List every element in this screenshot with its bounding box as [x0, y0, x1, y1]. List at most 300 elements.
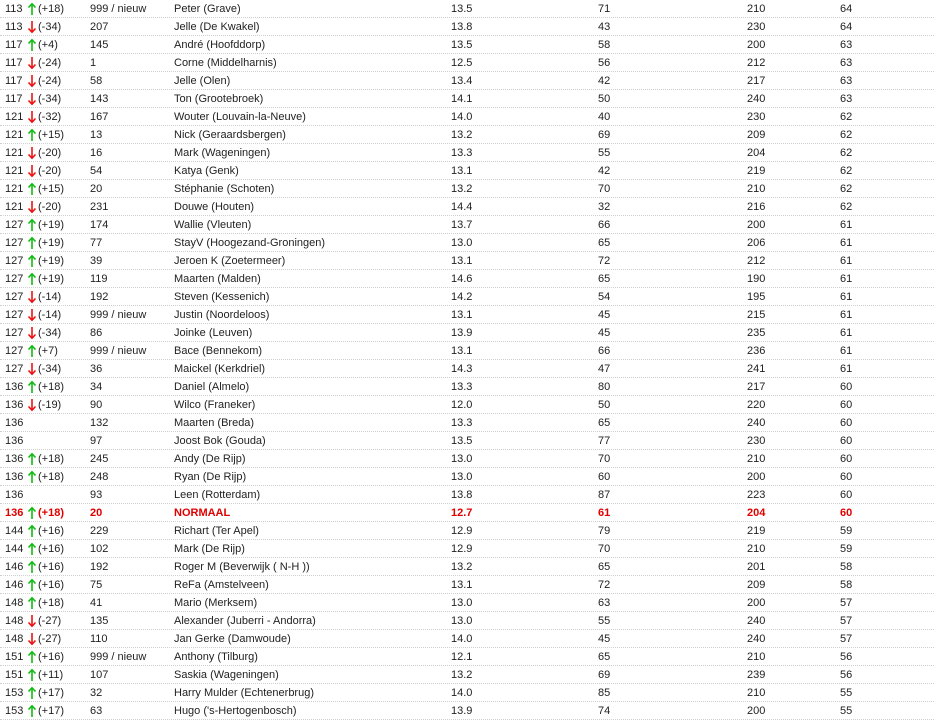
previous-rank-cell: 999 / nieuw: [90, 345, 147, 357]
value-3-cell: 206: [747, 237, 766, 249]
value-3-cell: 200: [747, 39, 766, 51]
table-row: [0, 90, 934, 108]
value-1-cell: 14.2: [451, 291, 473, 303]
rank-cell: 121: [5, 111, 24, 123]
rank-change-cell: (+4): [38, 39, 58, 51]
rank-cell: 117: [5, 39, 23, 51]
rank-change-cell: (+15): [38, 129, 64, 141]
rank-cell: 153: [5, 705, 24, 717]
rank-cell: 121: [5, 147, 24, 159]
table-row: [0, 198, 934, 216]
value-1-cell: 13.2: [451, 183, 473, 195]
player-name-cell: Jelle (Olen): [174, 75, 231, 87]
value-2-cell: 65: [598, 651, 611, 663]
player-name-cell: Mark (De Rijp): [174, 543, 245, 555]
score-cell: 57: [840, 633, 853, 645]
rank-change-cell: (-34): [38, 93, 62, 105]
value-3-cell: 210: [747, 183, 766, 195]
rank-change-cell: (-14): [38, 309, 62, 321]
rank-change-cell: (-27): [38, 615, 62, 627]
score-cell: 59: [840, 543, 853, 555]
table-row: [0, 0, 934, 18]
rank-cell: 146: [5, 579, 24, 591]
value-1-cell: 13.1: [451, 165, 473, 177]
value-3-cell: 241: [747, 363, 766, 375]
previous-rank-cell: 167: [90, 111, 109, 123]
table-row: [0, 180, 934, 198]
score-cell: 62: [840, 129, 853, 141]
rank-change-cell: (+19): [38, 219, 64, 231]
table-row: [0, 396, 934, 414]
player-name-cell: Harry Mulder (Echtenerbrug): [174, 687, 314, 699]
score-cell: 64: [840, 21, 853, 33]
rank-change-cell: (+16): [38, 651, 64, 663]
table-row: [0, 234, 934, 252]
previous-rank-cell: 36: [90, 363, 103, 375]
score-cell: 61: [840, 237, 853, 249]
rank-cell: 127: [5, 345, 24, 357]
player-name-cell: Mario (Merksem): [174, 597, 258, 609]
value-3-cell: 240: [747, 417, 766, 429]
previous-rank-cell: 58: [90, 75, 103, 87]
player-name-cell: Katya (Genk): [174, 165, 239, 177]
rank-change-cell: (-19): [38, 399, 62, 411]
player-name-cell: Jan Gerke (Damwoude): [174, 633, 291, 645]
value-1-cell: 12.0: [451, 399, 473, 411]
rank-change-cell: (+19): [38, 273, 64, 285]
value-3-cell: 219: [747, 165, 766, 177]
table-row: [0, 594, 934, 612]
value-1-cell: 14.0: [451, 633, 473, 645]
table-row: [0, 558, 934, 576]
previous-rank-cell: 39: [90, 255, 103, 267]
score-cell: 59: [840, 525, 853, 537]
rank-cell: 117: [5, 57, 23, 69]
value-1-cell: 13.5: [451, 3, 473, 15]
rank-change-cell: (+16): [38, 579, 64, 591]
rank-cell: 127: [5, 327, 24, 339]
rank-cell: 136: [5, 453, 24, 465]
rank-change-cell: (+18): [38, 453, 64, 465]
value-2-cell: 70: [598, 543, 611, 555]
score-cell: 60: [840, 381, 853, 393]
value-1-cell: 13.2: [451, 561, 473, 573]
value-2-cell: 58: [598, 39, 611, 51]
value-3-cell: 239: [747, 669, 766, 681]
rank-cell: 148: [5, 597, 24, 609]
player-name-cell: StayV (Hoogezand-Groningen): [174, 237, 326, 249]
rank-change-cell: (+17): [38, 687, 64, 699]
score-cell: 63: [840, 39, 853, 51]
table-row: [0, 612, 934, 630]
previous-rank-cell: 999 / nieuw: [90, 3, 147, 15]
table-row: [0, 684, 934, 702]
table-row: [0, 576, 934, 594]
player-name-cell: Saskia (Wageningen): [174, 669, 279, 681]
value-2-cell: 66: [598, 219, 611, 231]
previous-rank-cell: 229: [90, 525, 109, 537]
table-row: [0, 414, 934, 432]
score-cell: 61: [840, 345, 853, 357]
rank-change-cell: (-20): [38, 147, 62, 159]
value-1-cell: 13.0: [451, 615, 473, 627]
player-name-cell: Ryan (De Rijp): [174, 471, 247, 483]
previous-rank-cell: 20: [90, 183, 103, 195]
value-2-cell: 60: [598, 471, 611, 483]
rank-change-cell: (-34): [38, 363, 62, 375]
rank-cell: 153: [5, 687, 24, 699]
previous-rank-cell: 999 / nieuw: [90, 651, 147, 663]
value-1-cell: 13.9: [451, 327, 473, 339]
value-3-cell: 215: [747, 309, 766, 321]
player-name-cell: NORMAAL: [174, 507, 231, 519]
rank-cell: 113: [5, 21, 23, 33]
player-name-cell: Daniel (Almelo): [174, 381, 250, 393]
value-2-cell: 40: [598, 111, 611, 123]
value-1-cell: 14.1: [451, 93, 473, 105]
value-1-cell: 12.5: [451, 57, 473, 69]
value-3-cell: 210: [747, 543, 766, 555]
value-1-cell: 13.0: [451, 453, 473, 465]
rank-change-cell: (-20): [38, 201, 62, 213]
value-2-cell: 71: [598, 3, 611, 15]
table-row: [0, 144, 934, 162]
score-cell: 56: [840, 651, 853, 663]
value-1-cell: 13.2: [451, 669, 473, 681]
value-2-cell: 61: [598, 507, 611, 519]
previous-rank-cell: 75: [90, 579, 103, 591]
score-cell: 57: [840, 597, 853, 609]
rank-cell: 121: [5, 129, 24, 141]
player-name-cell: Wallie (Vleuten): [174, 219, 252, 231]
value-3-cell: 223: [747, 489, 766, 501]
player-name-cell: Jelle (De Kwakel): [174, 21, 260, 33]
value-1-cell: 13.1: [451, 309, 473, 321]
value-2-cell: 55: [598, 615, 611, 627]
rank-change-cell: (-34): [38, 21, 62, 33]
value-2-cell: 69: [598, 129, 611, 141]
table-row: [0, 306, 934, 324]
value-1-cell: 13.1: [451, 579, 473, 591]
player-name-cell: Andy (De Rijp): [174, 453, 246, 465]
score-cell: 60: [840, 435, 853, 447]
previous-rank-cell: 248: [90, 471, 109, 483]
player-name-cell: Alexander (Juberri - Andorra): [174, 615, 316, 627]
score-cell: 55: [840, 705, 853, 717]
value-3-cell: 240: [747, 615, 766, 627]
player-name-cell: Anthony (Tilburg): [174, 651, 258, 663]
player-name-cell: Joost Bok (Gouda): [174, 435, 266, 447]
rank-cell: 127: [5, 255, 24, 267]
value-2-cell: 66: [598, 345, 611, 357]
rank-change-cell: (+18): [38, 381, 64, 393]
previous-rank-cell: 245: [90, 453, 109, 465]
rank-cell: 121: [5, 201, 24, 213]
value-2-cell: 65: [598, 561, 611, 573]
value-3-cell: 200: [747, 471, 766, 483]
table-row: [0, 162, 934, 180]
value-2-cell: 32: [598, 201, 611, 213]
previous-rank-cell: 135: [90, 615, 109, 627]
rank-change-cell: (+18): [38, 3, 64, 15]
rank-cell: 136: [5, 507, 24, 519]
score-cell: 56: [840, 669, 853, 681]
player-name-cell: Roger M (Beverwijk ( N-H )): [174, 561, 310, 573]
value-2-cell: 85: [598, 687, 611, 699]
table-row: [0, 72, 934, 90]
rank-change-cell: (-14): [38, 291, 62, 303]
value-1-cell: 14.4: [451, 201, 473, 213]
value-1-cell: 14.0: [451, 687, 473, 699]
player-name-cell: Leen (Rotterdam): [174, 489, 261, 501]
table-row: [0, 540, 934, 558]
rank-cell: 127: [5, 309, 24, 321]
value-2-cell: 42: [598, 75, 611, 87]
value-1-cell: 13.3: [451, 381, 473, 393]
score-cell: 60: [840, 489, 853, 501]
previous-rank-cell: 97: [90, 435, 103, 447]
value-2-cell: 54: [598, 291, 611, 303]
previous-rank-cell: 143: [90, 93, 109, 105]
previous-rank-cell: 207: [90, 21, 109, 33]
value-3-cell: 230: [747, 111, 766, 123]
score-cell: 61: [840, 255, 853, 267]
table-row: [0, 450, 934, 468]
rank-cell: 144: [5, 525, 24, 537]
previous-rank-cell: 93: [90, 489, 103, 501]
value-1-cell: 12.9: [451, 543, 473, 555]
value-3-cell: 240: [747, 93, 766, 105]
table-row: [0, 378, 934, 396]
value-3-cell: 230: [747, 435, 766, 447]
value-1-cell: 13.5: [451, 435, 473, 447]
score-cell: 62: [840, 165, 853, 177]
value-1-cell: 13.9: [451, 705, 473, 717]
score-cell: 63: [840, 93, 853, 105]
table-row: [0, 18, 934, 36]
rank-change-cell: (+7): [38, 345, 58, 357]
rank-cell: 136: [5, 381, 24, 393]
rank-cell: 121: [5, 183, 24, 195]
table-row: [0, 522, 934, 540]
table-row: [0, 360, 934, 378]
value-3-cell: 210: [747, 3, 766, 15]
rank-change-cell: (+16): [38, 543, 64, 555]
table-row-highlighted: [0, 504, 934, 522]
value-1-cell: 12.7: [451, 507, 473, 519]
value-3-cell: 210: [747, 453, 766, 465]
previous-rank-cell: 86: [90, 327, 103, 339]
rank-change-cell: (-34): [38, 327, 62, 339]
value-1-cell: 12.9: [451, 525, 473, 537]
previous-rank-cell: 13: [90, 129, 103, 141]
value-1-cell: 13.0: [451, 597, 473, 609]
score-cell: 61: [840, 327, 853, 339]
player-name-cell: Wilco (Franeker): [174, 399, 256, 411]
value-3-cell: 240: [747, 633, 766, 645]
player-name-cell: Jeroen K (Zoetermeer): [174, 255, 286, 267]
value-3-cell: 210: [747, 687, 766, 699]
value-2-cell: 72: [598, 579, 611, 591]
rank-change-cell: (+16): [38, 525, 64, 537]
value-2-cell: 70: [598, 453, 611, 465]
value-2-cell: 70: [598, 183, 611, 195]
player-name-cell: Joinke (Leuven): [174, 327, 253, 339]
player-name-cell: Richart (Ter Apel): [174, 525, 259, 537]
value-2-cell: 55: [598, 147, 611, 159]
no-trend: [27, 416, 39, 430]
value-2-cell: 50: [598, 399, 611, 411]
value-1-cell: 13.0: [451, 237, 473, 249]
table-row: [0, 324, 934, 342]
player-name-cell: Maickel (Kerkdriel): [174, 363, 266, 375]
rank-change-cell: (-24): [38, 75, 62, 87]
rank-change-cell: (+18): [38, 507, 64, 519]
value-3-cell: 209: [747, 129, 766, 141]
value-1-cell: 13.5: [451, 39, 473, 51]
rank-change-cell: (+17): [38, 705, 64, 717]
value-2-cell: 56: [598, 57, 611, 69]
table-row: [0, 468, 934, 486]
score-cell: 63: [840, 57, 853, 69]
previous-rank-cell: 1: [90, 57, 97, 69]
value-3-cell: 209: [747, 579, 766, 591]
previous-rank-cell: 145: [90, 39, 109, 51]
value-3-cell: 236: [747, 345, 766, 357]
table-row: [0, 666, 934, 684]
value-1-cell: 12.1: [451, 651, 473, 663]
score-cell: 57: [840, 615, 853, 627]
value-1-cell: 13.3: [451, 147, 473, 159]
previous-rank-cell: 16: [90, 147, 103, 159]
table-row: [0, 342, 934, 360]
score-cell: 58: [840, 579, 853, 591]
value-3-cell: 190: [747, 273, 766, 285]
score-cell: 60: [840, 417, 853, 429]
value-1-cell: 13.3: [451, 417, 473, 429]
value-2-cell: 65: [598, 417, 611, 429]
player-name-cell: Douwe (Houten): [174, 201, 255, 213]
score-cell: 63: [840, 75, 853, 87]
player-name-cell: Steven (Kessenich): [174, 291, 270, 303]
previous-rank-cell: 192: [90, 561, 109, 573]
player-name-cell: Stéphanie (Schoten): [174, 183, 275, 195]
value-2-cell: 79: [598, 525, 611, 537]
score-cell: 60: [840, 471, 853, 483]
value-3-cell: 212: [747, 57, 766, 69]
rank-change-cell: (+19): [38, 237, 64, 249]
value-2-cell: 74: [598, 705, 611, 717]
rank-change-cell: (+11): [38, 669, 64, 681]
table-row: [0, 432, 934, 450]
player-name-cell: Peter (Grave): [174, 3, 241, 15]
rank-change-cell: (+19): [38, 255, 64, 267]
value-2-cell: 47: [598, 363, 611, 375]
rank-change-cell: (+18): [38, 597, 64, 609]
previous-rank-cell: 77: [90, 237, 103, 249]
rank-cell: 148: [5, 615, 24, 627]
rank-cell: 136: [5, 417, 24, 429]
player-name-cell: ReFa (Amstelveen): [174, 579, 269, 591]
no-trend: [27, 488, 39, 502]
value-1-cell: 13.1: [451, 345, 473, 357]
previous-rank-cell: 102: [90, 543, 109, 555]
score-cell: 58: [840, 561, 853, 573]
score-cell: 61: [840, 273, 853, 285]
value-2-cell: 45: [598, 327, 611, 339]
table-row: [0, 270, 934, 288]
value-1-cell: 13.8: [451, 21, 473, 33]
previous-rank-cell: 90: [90, 399, 103, 411]
score-cell: 61: [840, 363, 853, 375]
value-3-cell: 217: [747, 381, 766, 393]
score-cell: 60: [840, 399, 853, 411]
score-cell: 62: [840, 183, 853, 195]
score-cell: 61: [840, 219, 853, 231]
previous-rank-cell: 54: [90, 165, 103, 177]
table-row: [0, 216, 934, 234]
rank-cell: 127: [5, 219, 24, 231]
value-2-cell: 50: [598, 93, 611, 105]
value-3-cell: 210: [747, 651, 766, 663]
rank-cell: 136: [5, 435, 24, 447]
previous-rank-cell: 41: [90, 597, 103, 609]
value-1-cell: 13.8: [451, 489, 473, 501]
previous-rank-cell: 107: [90, 669, 109, 681]
rank-change-cell: (-20): [38, 165, 62, 177]
table-row: [0, 288, 934, 306]
no-trend: [27, 434, 39, 448]
player-name-cell: Corne (Middelharnis): [174, 57, 277, 69]
value-3-cell: 212: [747, 255, 766, 267]
rank-cell: 127: [5, 363, 24, 375]
rank-cell: 151: [5, 669, 24, 681]
rank-change-cell: (+16): [38, 561, 64, 573]
table-row: [0, 54, 934, 72]
table-row: [0, 630, 934, 648]
table-row: [0, 648, 934, 666]
score-cell: 55: [840, 687, 853, 699]
score-cell: 60: [840, 507, 853, 519]
player-name-cell: Maarten (Malden): [174, 273, 261, 285]
rank-cell: 127: [5, 291, 24, 303]
previous-rank-cell: 20: [90, 507, 103, 519]
rank-change-cell: (+18): [38, 471, 64, 483]
table-row: [0, 486, 934, 504]
player-name-cell: Nick (Geraardsbergen): [174, 129, 286, 141]
previous-rank-cell: 119: [90, 273, 108, 285]
value-1-cell: 13.4: [451, 75, 473, 87]
table-row: [0, 702, 934, 720]
rank-cell: 127: [5, 237, 24, 249]
value-2-cell: 69: [598, 669, 611, 681]
value-3-cell: 195: [747, 291, 766, 303]
player-name-cell: Hugo ('s-Hertogenbosch): [174, 705, 297, 717]
previous-rank-cell: 231: [90, 201, 109, 213]
value-3-cell: 219: [747, 525, 766, 537]
value-3-cell: 200: [747, 705, 766, 717]
score-cell: 61: [840, 291, 853, 303]
rank-cell: 144: [5, 543, 24, 555]
player-name-cell: Justin (Noordeloos): [174, 309, 270, 321]
rank-cell: 121: [5, 165, 24, 177]
player-name-cell: Bace (Bennekom): [174, 345, 263, 357]
value-2-cell: 42: [598, 165, 611, 177]
score-cell: 60: [840, 453, 853, 465]
value-3-cell: 217: [747, 75, 766, 87]
value-2-cell: 65: [598, 237, 611, 249]
previous-rank-cell: 34: [90, 381, 103, 393]
